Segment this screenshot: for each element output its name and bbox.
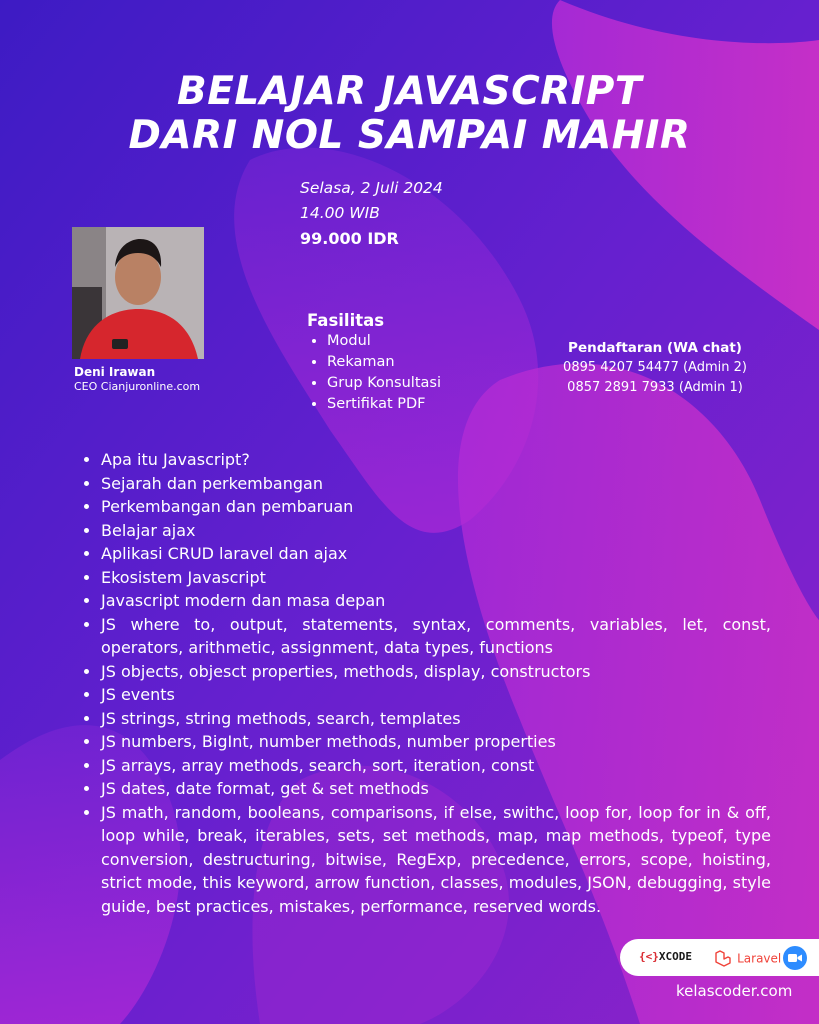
topic-item: • JS where to, output, statements, syntax, comments, variables, let, const, operators, arithmetic, assignment, data types, functions [101, 613, 771, 660]
laravel-logo-icon [714, 948, 781, 968]
topic-item: • JS math, random, booleans, comparisons, if else, swithc, loop for, loop for in & off, loop while, break, iterables, sets, set methods, map, map methods, typeof, type conversion, destructuring, bitwise, RegExp, precedence, errors, scope, hoisting, strict mode, this keyword, arrow function, classes, modules, JSON, debugging, style guide, best practices, mistakes, performance, reserved words. [101, 801, 771, 919]
page-title [0, 70, 819, 158]
laravel-mark-icon [714, 950, 732, 968]
topic-item: • Apa itu Javascript? [101, 448, 771, 472]
website-link[interactable]: kelascoder.com [676, 982, 793, 1000]
topic-item: • Ekosistem Javascript [101, 566, 771, 590]
zoom-camera-icon [783, 946, 807, 974]
speaker-portrait-icon [72, 227, 204, 359]
topic-item: • JS arrays, array methods, search, sort, iteration, const [101, 754, 771, 778]
topics-list [80, 448, 771, 918]
xcode-logo-brackets: {<} [639, 950, 659, 963]
topic-item: • JS numbers, BigInt, number methods, number properties [101, 730, 771, 754]
registration-section [545, 338, 765, 398]
topic-item: • JS events [101, 683, 771, 707]
registration-phone-admin-2[interactable]: 0895 4207 54477 (Admin 2) [563, 360, 747, 375]
facility-item: • Sertifikat PDF [327, 394, 441, 415]
speaker-photo [72, 227, 204, 359]
topic-item: • Sejarah dan perkembangan [101, 472, 771, 496]
topic-item: • JS objects, objesct properties, methods, display, constructors [101, 660, 771, 684]
partner-logos-bar [620, 939, 819, 976]
facility-item: • Grup Konsultasi [327, 373, 441, 394]
facility-item: • Modul [327, 331, 441, 352]
topic-item: • JS strings, string methods, search, templates [101, 707, 771, 731]
laravel-logo-text: Laravel [737, 951, 782, 966]
registration-phone-admin-1[interactable]: 0857 2891 7933 (Admin 1) [567, 380, 743, 395]
topic-item: • Perkembangan dan pembaruan [101, 495, 771, 519]
topic-item: • Aplikasi CRUD laravel dan ajax [101, 542, 771, 566]
facility-item: • Rekaman [327, 352, 441, 373]
registration-heading: Pendaftaran (WA chat) [568, 340, 742, 356]
speaker-name: Deni Irawan [74, 365, 156, 379]
facilities-section [307, 311, 441, 415]
facilities-heading: Fasilitas [307, 311, 385, 330]
event-date: Selasa, 2 Juli 2024 [300, 179, 443, 197]
event-time: 14.00 WIB [300, 204, 380, 222]
topic-item: • Javascript modern dan masa depan [101, 589, 771, 613]
topic-item: • Belajar ajax [101, 519, 771, 543]
event-info [300, 176, 443, 251]
title-line-1: BELAJAR JAVASCRIPT [177, 69, 642, 114]
topic-item: • JS dates, date format, get & set methods [101, 777, 771, 801]
facilities-list [307, 331, 441, 415]
title-line-2: DARI NOL SAMPAI MAHIR [128, 113, 691, 158]
speaker-role: CEO Cianjuronline.com [74, 380, 201, 393]
event-price: 99.000 IDR [300, 229, 399, 248]
xcode-logo-icon [639, 950, 692, 963]
xcode-logo-text: XCODE [658, 950, 692, 963]
